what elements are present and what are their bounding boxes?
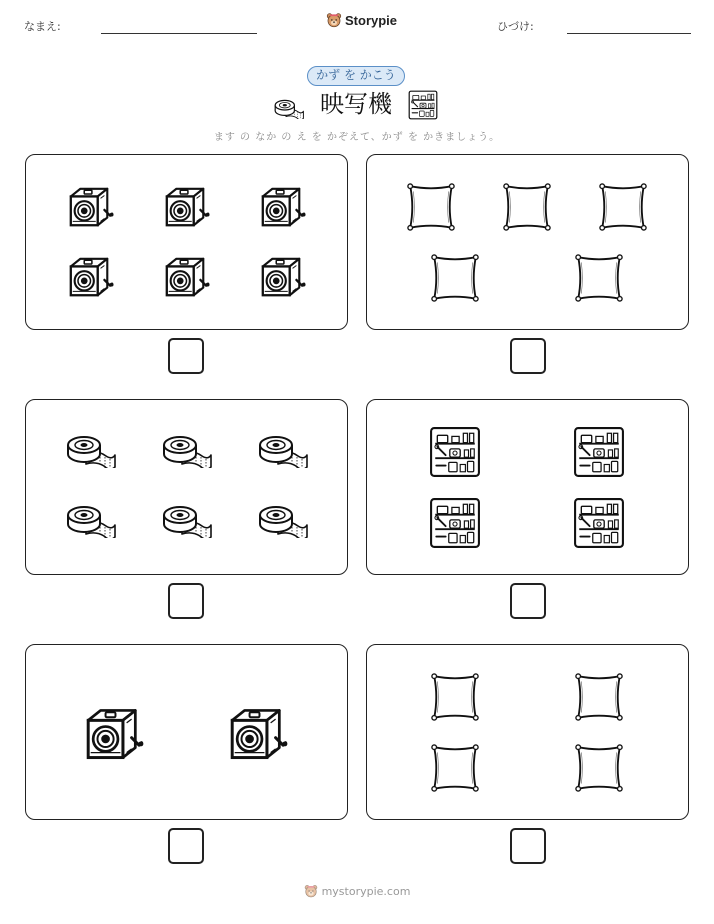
answer-box-4[interactable] bbox=[510, 583, 546, 619]
film-reel-icon bbox=[162, 428, 212, 468]
date-label: ひづけ: bbox=[497, 20, 534, 33]
count-panel-2 bbox=[366, 154, 689, 330]
count-panel-5 bbox=[25, 644, 348, 820]
screen-icon bbox=[573, 671, 625, 723]
projector-icon bbox=[162, 183, 210, 231]
brand-logo bbox=[326, 12, 397, 28]
film-reel-icon bbox=[66, 428, 116, 468]
screen-icon bbox=[429, 742, 481, 794]
film-reel-icon bbox=[274, 95, 304, 119]
count-panel-6 bbox=[366, 644, 689, 820]
film-reel-icon bbox=[258, 498, 308, 538]
tool-shelf-icon bbox=[429, 497, 481, 549]
count-panel-1 bbox=[25, 154, 348, 330]
screen-icon bbox=[573, 742, 625, 794]
film-reel-icon bbox=[258, 428, 308, 468]
name-field-line[interactable] bbox=[101, 33, 257, 34]
projector-icon bbox=[226, 703, 288, 765]
screen-icon bbox=[573, 252, 625, 304]
answer-box-3[interactable] bbox=[168, 583, 204, 619]
answer-box-5[interactable] bbox=[168, 828, 204, 864]
name-label: なまえ: bbox=[24, 20, 61, 33]
tool-shelf-icon bbox=[429, 426, 481, 478]
activity-pill: かず を かこう bbox=[307, 66, 405, 86]
bear-mascot-icon bbox=[326, 12, 342, 28]
tool-shelf-icon bbox=[408, 90, 438, 120]
film-reel-icon bbox=[162, 498, 212, 538]
footer-link[interactable]: mystorypie.com bbox=[321, 884, 411, 898]
tool-shelf-icon bbox=[573, 497, 625, 549]
bear-mascot-icon bbox=[304, 884, 318, 898]
screen-icon bbox=[501, 181, 553, 233]
screen-icon bbox=[429, 671, 481, 723]
projector-icon bbox=[162, 253, 210, 301]
instructions: ます の なか の え を かぞえて、かず を かきましょう。 bbox=[213, 132, 501, 143]
screen-icon bbox=[405, 181, 457, 233]
title-text: 映写機 bbox=[320, 90, 392, 118]
worksheet-title bbox=[0, 88, 714, 122]
brand-name: Storypie bbox=[345, 12, 398, 28]
footer bbox=[0, 884, 714, 898]
projector-icon bbox=[66, 253, 114, 301]
count-panel-4 bbox=[366, 399, 689, 575]
answer-box-2[interactable] bbox=[510, 338, 546, 374]
count-panel-3 bbox=[25, 399, 348, 575]
tool-shelf-icon bbox=[573, 426, 625, 478]
film-reel-icon bbox=[66, 498, 116, 538]
projector-icon bbox=[66, 183, 114, 231]
answer-box-6[interactable] bbox=[510, 828, 546, 864]
projector-icon bbox=[258, 253, 306, 301]
answer-box-1[interactable] bbox=[168, 338, 204, 374]
projector-icon bbox=[258, 183, 306, 231]
projector-icon bbox=[82, 703, 144, 765]
screen-icon bbox=[429, 252, 481, 304]
date-field-line[interactable] bbox=[567, 33, 691, 34]
screen-icon bbox=[597, 181, 649, 233]
